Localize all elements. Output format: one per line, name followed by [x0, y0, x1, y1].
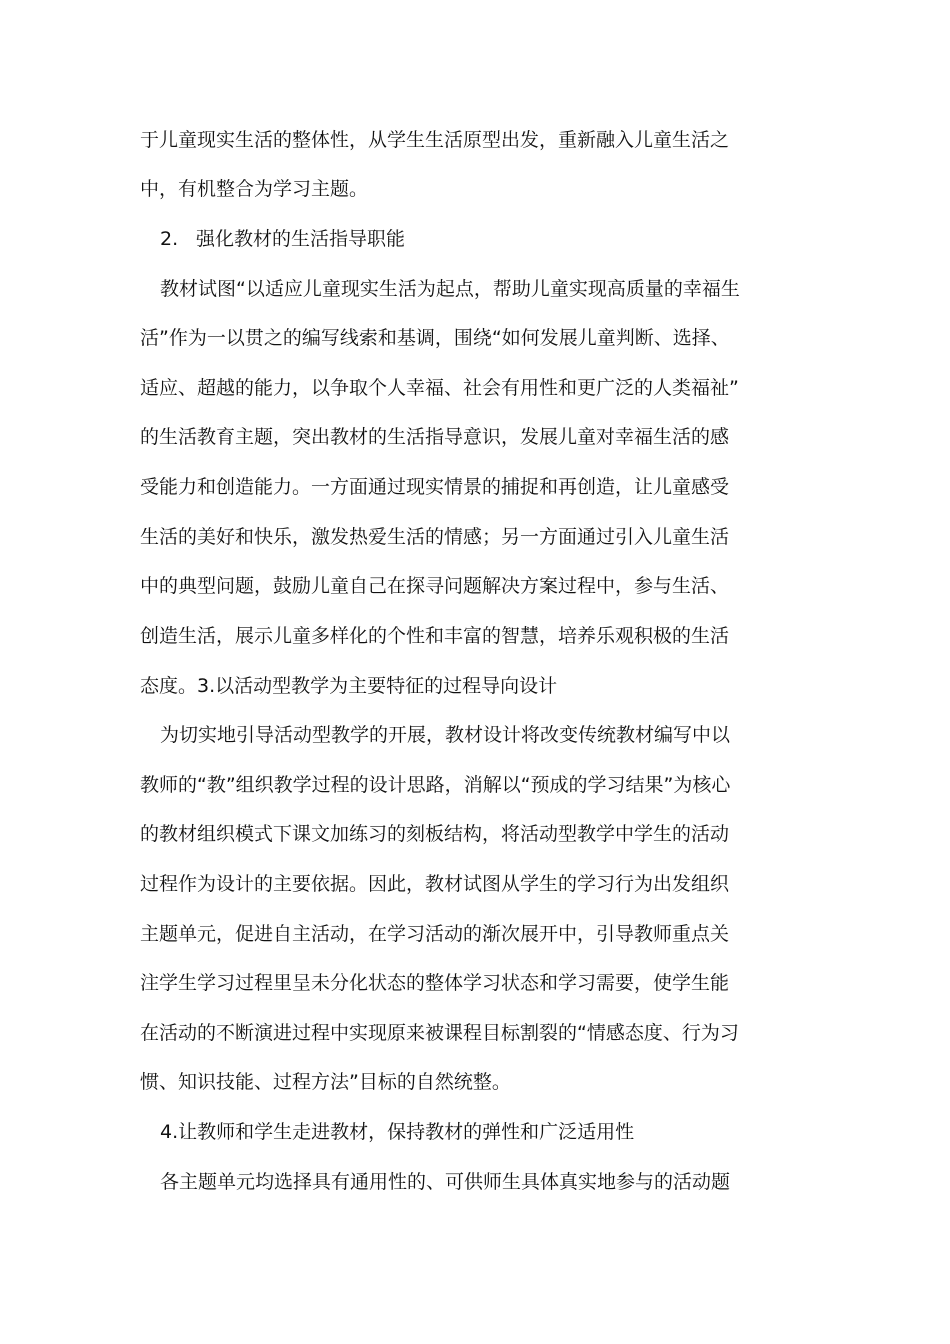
paragraph-line-19: 惯、知识技能、过程方法”目标的自然统整。 — [140, 1071, 511, 1093]
paragraph-line-13: 教师的“教”组织教学过程的设计思路，消解以“预成的学习结果”为核心 — [140, 774, 731, 796]
paragraph-line-10: 创造生活，展示儿童多样化的个性和丰富的智慧，培养乐观积极的生活 — [140, 625, 730, 647]
paragraph-line-2: 中，有机整合为学习主题。 — [140, 178, 369, 200]
paragraph-line-16: 主题单元，促进自主活动，在学习活动的渐次展开中，引导教师重点关 — [140, 923, 730, 945]
paragraph-line-17: 注学生学习过程里呈未分化状态的整体学习状态和学习需要，使学生能 — [140, 972, 730, 994]
paragraph-line-4: 活”作为一以贯之的编写线索和基调，围绕“如何发展儿童判断、选择、 — [140, 327, 730, 349]
paragraph-line-15: 过程作为设计的主要依据。因此，教材试图从学生的学习行为出发组织 — [140, 873, 730, 895]
paragraph-line-3: 教材试图“以适应儿童现实生活为起点，帮助儿童实现高质量的幸福生 — [160, 278, 740, 300]
section-title: 强化教材的生活指导职能 — [196, 228, 406, 250]
paragraph-line-11: 态度。3.以活动型教学为主要特征的过程导向设计 — [140, 675, 558, 697]
paragraph-line-20: 各主题单元均选择具有通用性的、可供师生具体真实地参与的活动题 — [160, 1171, 731, 1193]
paragraph-line-8: 生活的美好和快乐，激发热爱生活的情感；另一方面通过引入儿童生活 — [140, 526, 730, 548]
paragraph-line-1: 于儿童现实生活的整体性，从学生生活原型出发，重新融入儿童生活之 — [140, 129, 730, 151]
section-number: 2. — [160, 228, 179, 250]
paragraph-line-18: 在活动的不断演进过程中实现原来被课程目标割裂的“情感态度、行为习 — [140, 1022, 739, 1044]
section-heading-2 — [160, 226, 840, 252]
paragraph-line-14: 的教材组织模式下课文加练习的刻板结构，将活动型教学中学生的活动 — [140, 823, 730, 845]
paragraph-line-9: 中的典型问题，鼓励儿童自己在探寻问题解决方案过程中，参与生活、 — [140, 575, 730, 597]
section-heading-4: 4.让教师和学生走进教材，保持教材的弹性和广泛适用性 — [160, 1121, 635, 1143]
paragraph-line-5: 适应、超越的能力，以争取个人幸福、社会有用性和更广泛的人类福祉” — [140, 377, 739, 399]
paragraph-line-7: 受能力和创造能力。一方面通过现实情景的捕捉和再创造，让儿童感受 — [140, 476, 730, 498]
paragraph-line-6: 的生活教育主题，突出教材的生活指导意识，发展儿童对幸福生活的感 — [140, 426, 730, 448]
paragraph-line-12: 为切实地引导活动型教学的开展，教材设计将改变传统教材编写中以 — [160, 724, 731, 746]
